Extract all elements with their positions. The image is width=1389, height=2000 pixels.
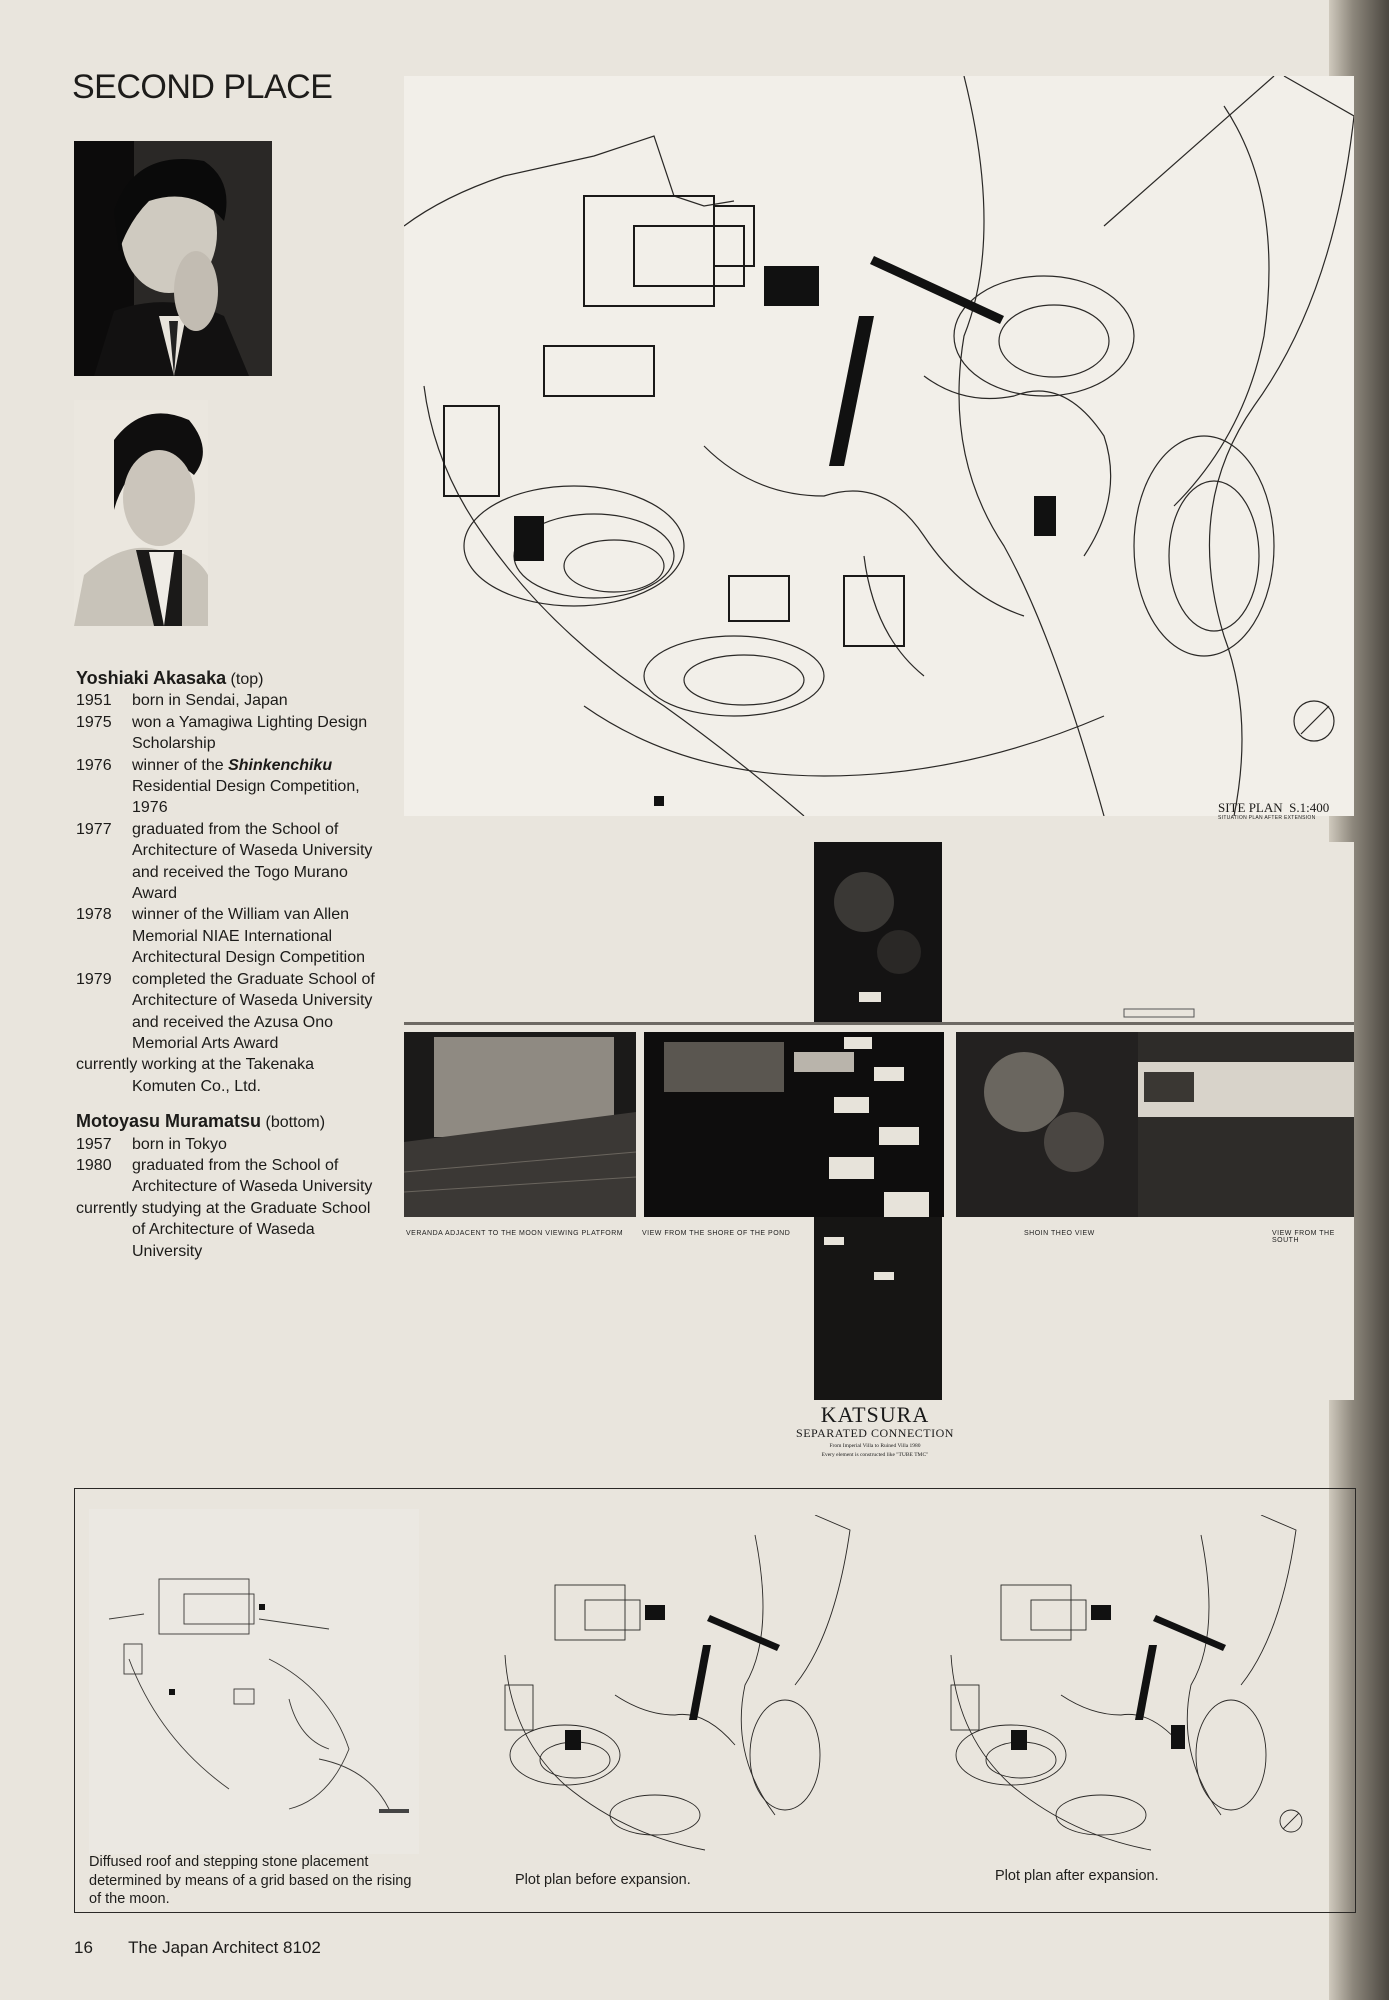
publication-name: The Japan Architect 8102 [128,1938,321,1957]
portrait-bottom-image [74,400,208,626]
grid-plan-drawing [89,1509,419,1854]
caption-before-expansion: Plot plan before expansion. [515,1872,691,1888]
portrait-top [74,141,272,376]
bio-entry: 1979 completed the Graduate School of Architecture of Waseda University and received the Azusa Ono Memorial Arts Award [76,970,375,1052]
site-plan-label: SITE PLAN S.1:400 [1218,800,1330,815]
caption-grid-plan: Diffused roof and stepping stone placement determined by means of a grid based on the rising of the moon. [89,1854,412,1907]
bio-entry: 1978 winner of the William van Allen Memorial NIAE International Architectural Design Competition [76,906,365,967]
katsura-subtitle: SEPARATED CONNECTION [796,1426,954,1440]
biographies [76,668,376,1262]
site-plan-lines [404,76,1354,816]
bio-entry: 1976 winner of the Shinkenchiku Residential Design Competition, 1976 [76,756,360,817]
bio-current: currently studying at the Graduate School of Architecture of Waseda University [76,1199,371,1260]
bio-entry: 1980 graduated from the School of Architecture of Waseda University [76,1156,373,1196]
portrait-top-image [74,141,272,376]
designer-name: Motoyasu Muramatsu (bottom) [76,1111,326,1132]
bio-entry: 1951 born in Sendai, Japan [76,692,288,710]
bio-entry: 1957 born in Tokyo [76,1135,227,1153]
panel-after-expansion [921,1515,1321,1860]
katsura-line-1: From Imperial Villa to Ruined Villa 1980 [829,1443,921,1449]
plot-plan-before-drawing [475,1515,875,1860]
bio-entry: 1975 won a Yamagiwa Lighting Design Scholarship [76,713,368,753]
caption-after-expansion: Plot plan after expansion. [995,1868,1159,1884]
site-plan-sublabel: SITUATION PLAN AFTER EXTENSION [1218,815,1316,821]
katsura-title: KATSURA [820,1402,930,1427]
photo-caption: VIEW FROM THE SHORE OF THE POND [642,1230,791,1237]
page-footer [74,1938,321,1958]
katsura-photo-collage [404,842,1354,1400]
photo-caption: VIEW FROM THE SOUTH [1272,1230,1335,1244]
panel-before-expansion [475,1515,875,1860]
portrait-bottom [74,400,208,626]
page-number: 16 [74,1938,93,1957]
bio-entry: 1977 graduated from the School of Architecture of Waseda University and received the Togo Murano Award [76,820,373,903]
bio-current: currently working at the Takenaka Komuten Co., Ltd. [76,1056,315,1095]
katsura-line-2: Every element is constructed like "TUBE TMC" [821,1452,929,1458]
katsura-photo-cross [404,842,1354,1400]
site-plan-drawing [404,76,1354,816]
photo-caption: SHOIN THEO VIEW [1024,1230,1095,1237]
designer-name: Yoshiaki Akasaka (top) [76,668,264,688]
plot-plans-box [74,1488,1356,1913]
panel-grid-plan [89,1509,419,1854]
page-heading: SECOND PLACE [72,68,333,106]
katsura-title-block [790,1402,960,1459]
plot-plan-after-drawing [921,1515,1321,1860]
photo-caption: VERANDA ADJACENT TO THE MOON VIEWING PLATFORM [406,1230,624,1237]
